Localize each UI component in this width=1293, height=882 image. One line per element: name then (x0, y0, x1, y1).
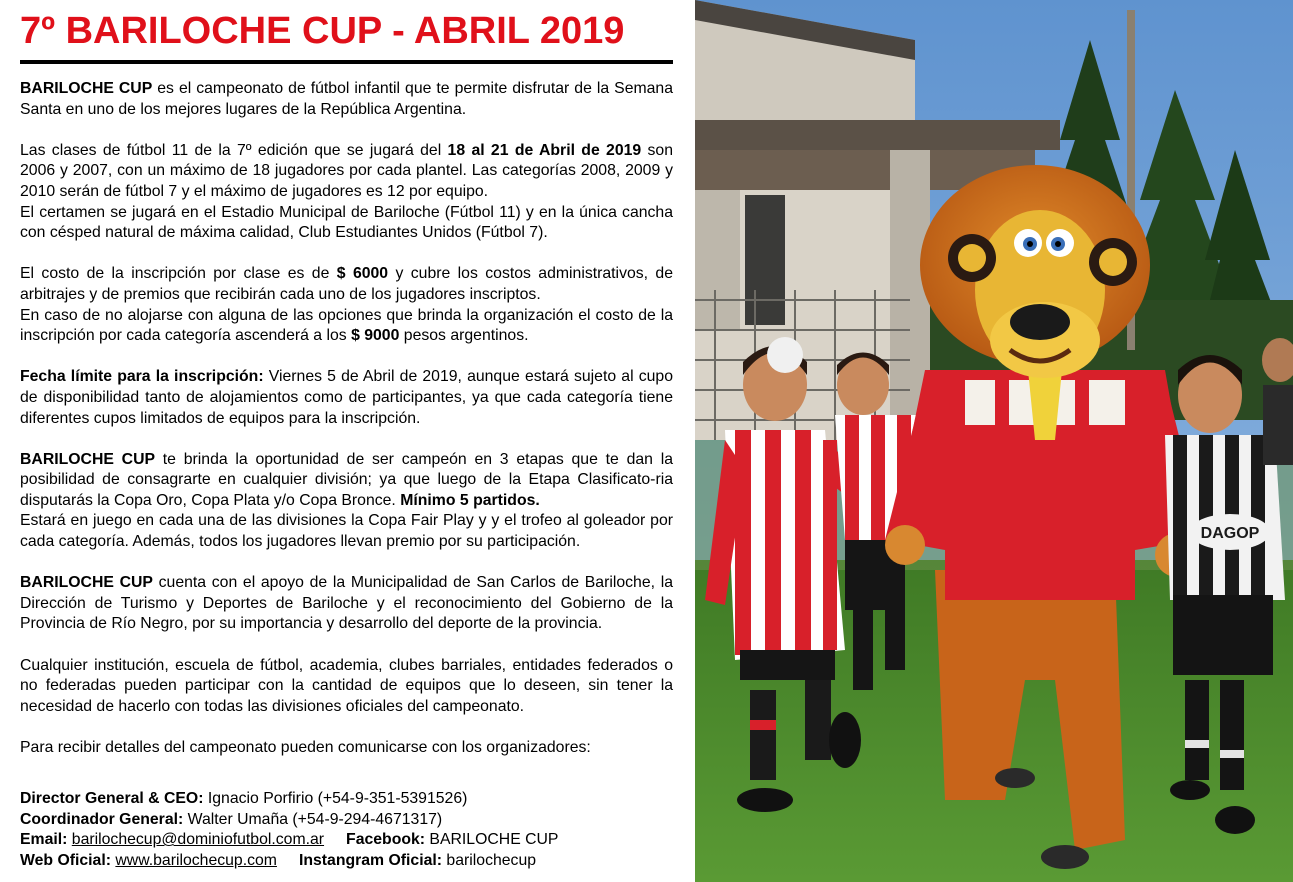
paragraph-stages: BARILOCHE CUP te brinda la oportunidad de ser campeón en 3 etapas que te dan la posibilidad de consagrarte en cualquier división; ya que luego de la Etapa Clasificato-ria disputarás la Copa Oro, Copa Plata y/o Copa Bronce. Mínimo 5 partidos. Estará en juego en cada una de las divisiones la Copa Fair Play y y el trofeo al goleador por cada categoría. Además, todos los jugadores llevan premio por su participación. (20, 450, 673, 551)
paragraph-deadline: Fecha límite para la inscripción: Viernes 5 de Abril de 2019, aunque estará sujeto al cupo de disponibilidad tanto de alojamientos como de participantes, ya que cada categoría tiene diferentes cupos limitados de equipos para la inscripción. (20, 368, 673, 427)
paragraph-intro: BARILOCHE CUP es el campeonato de fútbol infantil que te permite disfrutar de la Semana Santa en uno de los mejores lugares de la República Argentina. (20, 80, 674, 118)
contact-director: Director General & CEO: Ignacio Porfirio (+54-9-351-5391526) (20, 790, 468, 807)
deadline-label: Fecha límite para la inscripción: (20, 368, 264, 386)
contact-coordinator: Coordinador General: Walter Umaña (+54-9-294-4671317) (20, 810, 443, 828)
contact-block (20, 789, 690, 871)
minimum-matches: Mínimo 5 partidos. (400, 491, 540, 509)
shirt-sponsor-text: DAGOP (1200, 525, 1260, 542)
mascot-photo (695, 0, 1293, 882)
brand-name: BARILOCHE CUP (20, 574, 153, 592)
paragraph-eligibility: Cualquier institución, escuela de fútbol, academia, clubes barriales, entidades federados o no federadas pueden participar con la cantidad de equipos que lo deseen, sin tener la necesidad de hacerlo con todas las divisiones oficiales del campeonato. (20, 656, 673, 715)
contact-email-facebook: Email: barilochecup@dominiofutbol.com.ar Facebook: BARILOCHE CUP (20, 831, 559, 849)
price-no-lodging: $ 9000 (351, 327, 400, 345)
paragraph-contact-intro: Para recibir detalles del campeonato pueden comunicarse con los organizadores: (20, 739, 591, 756)
paragraph-support: BARILOCHE CUP cuenta con el apoyo de la Municipalidad de San Carlos de Bariloche, la Dirección de Turismo y Deportes de Bariloche y el reconocimiento del Gobierno de la Provincia de Río Negro, por su importancia y desarrollo del deporte de la provincia. (20, 574, 673, 633)
email-link[interactable]: barilochecup@dominiofutbol.com.ar (71, 831, 325, 849)
title-divider (20, 60, 673, 64)
body-text (20, 79, 673, 759)
event-dates: 18 al 21 de Abril de 2019 (447, 141, 642, 159)
page-title: 7º BARILOCHE CUP - ABRIL 2019 (20, 10, 625, 52)
contact-web-instagram: Web Oficial: www.barilochecup.com Instangram Oficial: barilochecup (20, 851, 537, 869)
paragraph-cost: El costo de la inscripción por clase es de $ 6000 y cubre los costos administrativos, de arbitrajes y de premios que recibirán cada uno de los jugadores inscriptos. En caso de no alojarse con alguna de las opciones que brinda la organización el costo de la inscripción por cada categoría ascenderá a los $ 9000 pesos argentinos. (20, 265, 673, 345)
website-link[interactable]: www.barilochecup.com (115, 851, 277, 869)
price-standard: $ 6000 (336, 265, 389, 283)
paragraph-categories: Las clases de fútbol 11 de la 7º edición que se jugará del 18 al 21 de Abril de 2019 son 2006 y 2007, con un máximo de 18 jugadores por cada plantel. Las categorías 2008, 2009 y 2010 serán de fútbol 7 y el máximo de jugadores es 12 por equipo. El certamen se jugará en el Estadio Municipal de Bariloche (Fútbol 11) y en la única cancha con césped natural de máxima calidad, Club Estudiantes Unidos (Fútbol 7). (20, 141, 673, 242)
brand-name: BARILOCHE CUP (20, 80, 153, 97)
brand-name: BARILOCHE CUP (20, 450, 156, 468)
